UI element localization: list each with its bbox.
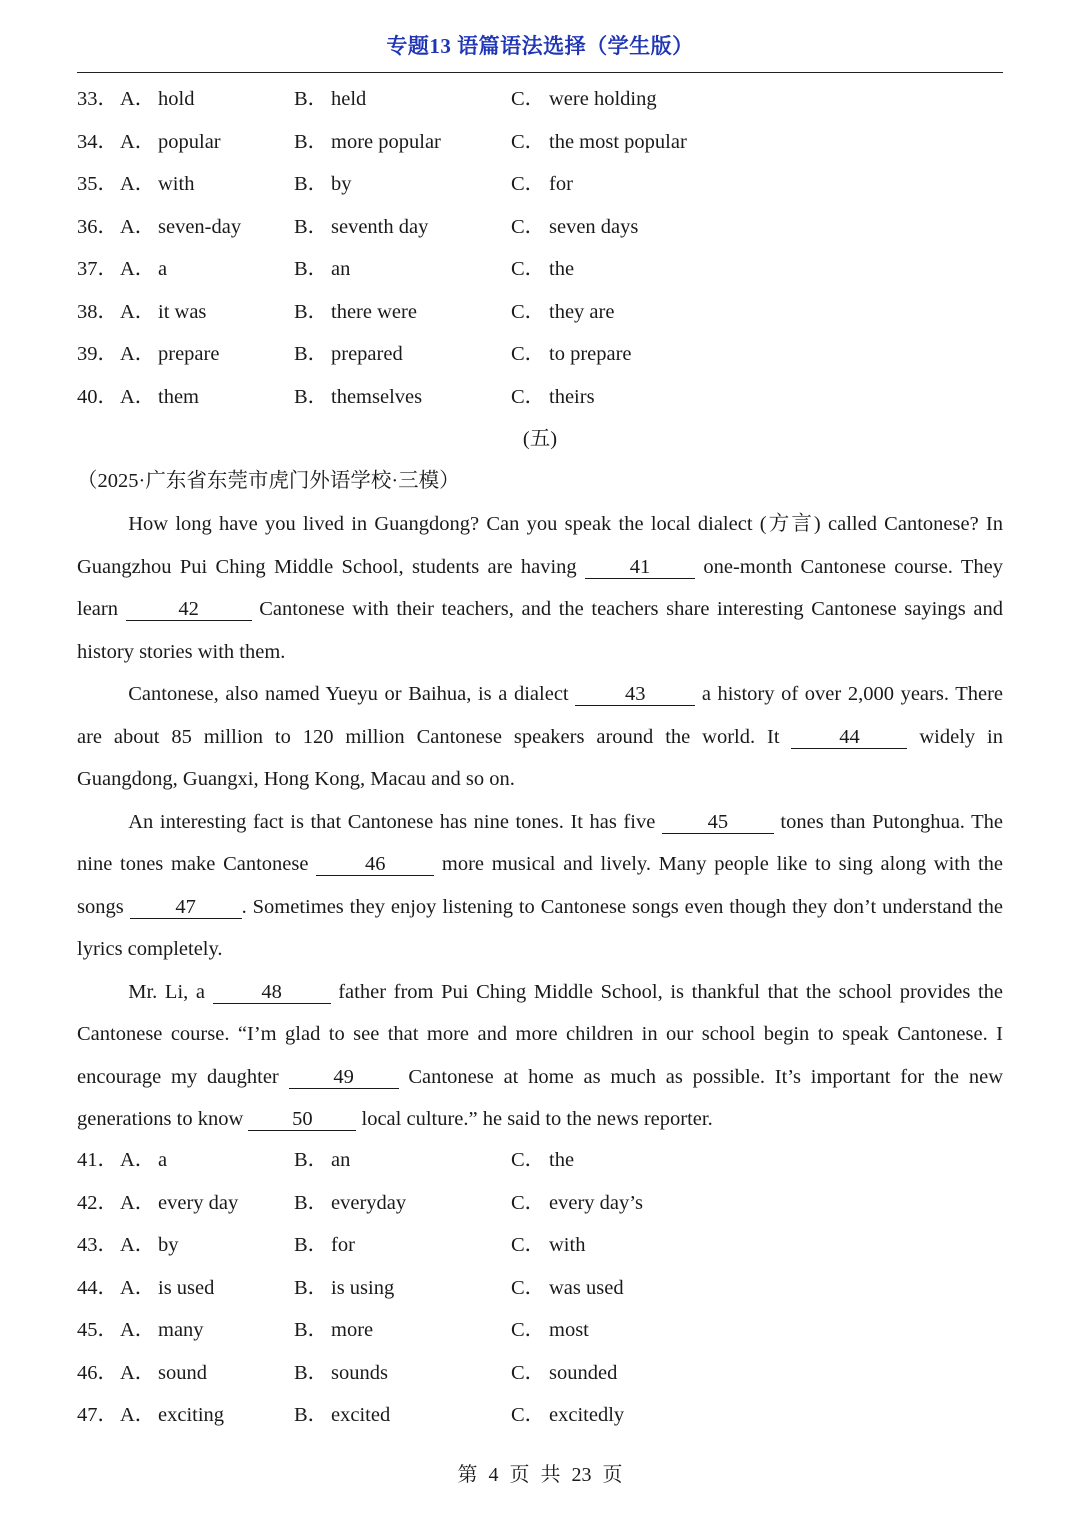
option-c-text: seven days bbox=[549, 215, 639, 238]
question-number: 39． bbox=[77, 343, 118, 365]
passage-text: Mr. Li, a bbox=[128, 980, 213, 1003]
option-a-letter: A． bbox=[120, 258, 156, 280]
question-options-row bbox=[77, 1352, 1003, 1395]
option-c-letter: C． bbox=[511, 88, 546, 110]
option-b-text: there were bbox=[331, 300, 417, 323]
option-c-letter: C． bbox=[511, 1361, 546, 1384]
option-c-text: they are bbox=[549, 300, 615, 323]
passage-text: widely in Guangdong, Guangxi, Hong Kong, Macau and so on. bbox=[77, 725, 1003, 790]
blank-46: 46 bbox=[316, 853, 434, 876]
option-c-text: most bbox=[549, 1319, 589, 1341]
option-c-text: for bbox=[549, 173, 573, 195]
option-b-letter: B． bbox=[294, 1191, 329, 1214]
blank-45: 45 bbox=[662, 811, 774, 834]
question-options-row bbox=[77, 1139, 1003, 1182]
blank-48: 48 bbox=[213, 981, 331, 1004]
question-options-row bbox=[77, 1267, 1003, 1310]
option-b-text: seventh day bbox=[331, 215, 429, 238]
options-list-41-47 bbox=[77, 1139, 1003, 1437]
option-c-letter: C． bbox=[511, 1404, 546, 1426]
option-a-text: with bbox=[158, 173, 195, 195]
question-options-row bbox=[77, 376, 1003, 419]
option-a-text: seven-day bbox=[158, 215, 242, 238]
option-c-text: the bbox=[549, 258, 575, 280]
option-a-text: exciting bbox=[158, 1404, 225, 1426]
passage-text: Cantonese at home as much as possible. It’s important for the new generations to know bbox=[77, 1065, 1003, 1130]
option-a-letter: A． bbox=[120, 343, 156, 365]
option-a-letter: A． bbox=[120, 1404, 156, 1426]
option-b-text: sounds bbox=[331, 1361, 388, 1384]
option-c-letter: C． bbox=[511, 1319, 546, 1341]
option-b-letter: B． bbox=[294, 88, 329, 110]
section-label: (五) bbox=[522, 428, 558, 450]
option-c-letter: C． bbox=[511, 385, 546, 408]
option-a-letter: A． bbox=[120, 88, 156, 110]
question-options-row bbox=[77, 248, 1003, 291]
question-number: 46． bbox=[77, 1361, 118, 1384]
passage-text: local culture.” he said to the news reporter. bbox=[356, 1108, 713, 1130]
question-options-row bbox=[77, 1224, 1003, 1267]
option-a-letter: A． bbox=[120, 385, 156, 408]
option-b-text: held bbox=[331, 88, 367, 110]
option-b-text: themselves bbox=[331, 385, 423, 408]
question-options-row bbox=[77, 206, 1003, 249]
source-citation: （2025·广东省东莞市虎门外语学校·三模） bbox=[77, 470, 460, 492]
option-a-text: is used bbox=[158, 1276, 215, 1299]
option-b-letter: B． bbox=[294, 1234, 329, 1256]
option-a-text: a bbox=[158, 258, 168, 280]
option-c-text: was used bbox=[549, 1276, 624, 1299]
option-a-letter: A． bbox=[120, 215, 156, 238]
option-a-text: many bbox=[158, 1319, 204, 1341]
passage-paragraph-3 bbox=[77, 801, 1003, 971]
question-number: 38． bbox=[77, 300, 118, 323]
option-b-text: more popular bbox=[331, 130, 441, 153]
option-c-letter: C． bbox=[511, 173, 546, 195]
option-b-text: excited bbox=[331, 1404, 391, 1426]
question-number: 33． bbox=[77, 88, 118, 110]
option-b-letter: B． bbox=[294, 215, 329, 238]
option-b-letter: B． bbox=[294, 258, 329, 280]
option-a-letter: A． bbox=[120, 1319, 156, 1341]
options-list-33-40 bbox=[77, 78, 1003, 418]
question-options-row bbox=[77, 121, 1003, 164]
question-number: 36． bbox=[77, 215, 118, 238]
option-b-text: is using bbox=[331, 1276, 395, 1299]
option-b-letter: B． bbox=[294, 173, 329, 195]
option-a-letter: A． bbox=[120, 1191, 156, 1214]
option-a-letter: A． bbox=[120, 130, 156, 153]
question-options-row bbox=[77, 1182, 1003, 1225]
option-b-letter: B． bbox=[294, 1276, 329, 1299]
passage-paragraph-4 bbox=[77, 971, 1003, 1141]
passage-text: Cantonese, also named Yueyu or Baihua, is a dialect bbox=[128, 683, 576, 705]
option-c-text: the most popular bbox=[549, 130, 687, 153]
passage-paragraph-2 bbox=[77, 673, 1003, 801]
passage-text: one-month Cantonese course. They learn bbox=[77, 555, 1003, 620]
reading-passage bbox=[77, 503, 1003, 1141]
question-number: 35． bbox=[77, 173, 118, 195]
blank-43: 43 bbox=[575, 683, 695, 706]
option-a-text: hold bbox=[158, 88, 195, 110]
option-b-letter: B． bbox=[294, 1149, 329, 1171]
option-b-text: prepared bbox=[331, 343, 403, 365]
question-number: 41． bbox=[77, 1149, 118, 1171]
passage-text: a history of over 2,000 years. There are about 85 million to 120 million Cantonese speakers around the world. It bbox=[77, 683, 1003, 748]
option-c-text: to prepare bbox=[549, 343, 632, 365]
option-c-text: sounded bbox=[549, 1361, 618, 1384]
option-c-letter: C． bbox=[511, 1149, 546, 1171]
option-b-text: more bbox=[331, 1319, 374, 1341]
question-number: 42． bbox=[77, 1191, 118, 1214]
question-options-row bbox=[77, 1394, 1003, 1437]
option-a-letter: A． bbox=[120, 300, 156, 323]
option-c-letter: C． bbox=[511, 1234, 546, 1256]
passage-text: An interesting fact is that Cantonese has nine tones. It has five bbox=[128, 810, 662, 833]
option-a-text: it was bbox=[158, 300, 207, 323]
blank-49: 49 bbox=[289, 1066, 399, 1089]
option-b-letter: B． bbox=[294, 1319, 329, 1341]
option-a-letter: A． bbox=[120, 1361, 156, 1384]
page-header-title: 专题13 语篇语法选择（学生版） bbox=[386, 34, 694, 58]
option-b-letter: B． bbox=[294, 343, 329, 365]
option-c-letter: C． bbox=[511, 343, 546, 365]
option-b-letter: B． bbox=[294, 1361, 329, 1384]
option-a-text: a bbox=[158, 1149, 168, 1171]
page-number: 第 4 页 共 23 页 bbox=[457, 1464, 623, 1486]
blank-41: 41 bbox=[585, 556, 695, 579]
option-c-text: the bbox=[549, 1149, 575, 1171]
option-c-text: were holding bbox=[549, 88, 657, 110]
option-c-letter: C． bbox=[511, 1276, 546, 1299]
passage-text: How long have you lived in Guangdong? Can you speak the local dialect (方言) called Cantonese? In Guangzhou Pui Ching Middle School, students are having bbox=[77, 513, 1003, 578]
passage-paragraph-1 bbox=[77, 503, 1003, 673]
option-a-text: prepare bbox=[158, 343, 220, 365]
option-c-text: theirs bbox=[549, 385, 595, 408]
option-c-text: excitedly bbox=[549, 1404, 625, 1426]
option-a-text: popular bbox=[158, 130, 221, 153]
question-number: 40． bbox=[77, 385, 118, 408]
option-b-text: by bbox=[331, 173, 352, 195]
blank-44: 44 bbox=[791, 726, 907, 749]
option-a-letter: A． bbox=[120, 1234, 156, 1256]
option-c-letter: C． bbox=[511, 130, 546, 153]
option-a-text: them bbox=[158, 385, 199, 408]
blank-50: 50 bbox=[248, 1108, 356, 1131]
option-c-text: every day’s bbox=[549, 1191, 643, 1214]
blank-47: 47 bbox=[130, 896, 242, 919]
option-b-text: everyday bbox=[331, 1191, 407, 1214]
option-b-letter: B． bbox=[294, 385, 329, 408]
question-options-row bbox=[77, 78, 1003, 121]
option-a-text: sound bbox=[158, 1361, 207, 1384]
option-b-letter: B． bbox=[294, 130, 329, 153]
passage-text: father from Pui Ching Middle School, is thankful that the school provides the Cantonese course. “I’m glad to see that more and more children in our school begin to speak Cantonese. I encourage my daughter bbox=[77, 980, 1003, 1088]
question-number: 37． bbox=[77, 258, 118, 280]
passage-text: . Sometimes they enjoy listening to Cantonese songs even though they don’t understand the lyrics completely. bbox=[77, 895, 1003, 960]
header-divider bbox=[77, 72, 1003, 73]
blank-42: 42 bbox=[126, 598, 252, 621]
passage-text: Cantonese with their teachers, and the teachers share interesting Cantonese sayings and history stories with them. bbox=[77, 598, 1003, 663]
option-c-letter: C． bbox=[511, 1191, 546, 1214]
option-b-letter: B． bbox=[294, 1404, 329, 1426]
question-number: 43． bbox=[77, 1234, 118, 1256]
option-a-letter: A． bbox=[120, 173, 156, 195]
passage-text: tones than Putonghua. The nine tones make Cantonese bbox=[77, 810, 1003, 875]
question-number: 44． bbox=[77, 1276, 118, 1299]
option-c-text: with bbox=[549, 1234, 586, 1256]
question-number: 34． bbox=[77, 130, 118, 153]
question-options-row bbox=[77, 163, 1003, 206]
option-c-letter: C． bbox=[511, 258, 546, 280]
question-number: 45． bbox=[77, 1319, 118, 1341]
option-b-text: an bbox=[331, 258, 351, 280]
option-a-letter: A． bbox=[120, 1149, 156, 1171]
option-b-text: for bbox=[331, 1234, 355, 1256]
question-number: 47． bbox=[77, 1404, 118, 1426]
option-a-letter: A． bbox=[120, 1276, 156, 1299]
option-c-letter: C． bbox=[511, 300, 546, 323]
option-a-text: every day bbox=[158, 1191, 239, 1214]
question-options-row bbox=[77, 1309, 1003, 1352]
passage-text: more musical and lively. Many people like to sing along with the songs bbox=[77, 853, 1003, 918]
option-b-text: an bbox=[331, 1149, 351, 1171]
option-b-letter: B． bbox=[294, 300, 329, 323]
question-options-row bbox=[77, 291, 1003, 334]
question-options-row bbox=[77, 333, 1003, 376]
option-a-text: by bbox=[158, 1234, 179, 1256]
option-c-letter: C． bbox=[511, 215, 546, 238]
